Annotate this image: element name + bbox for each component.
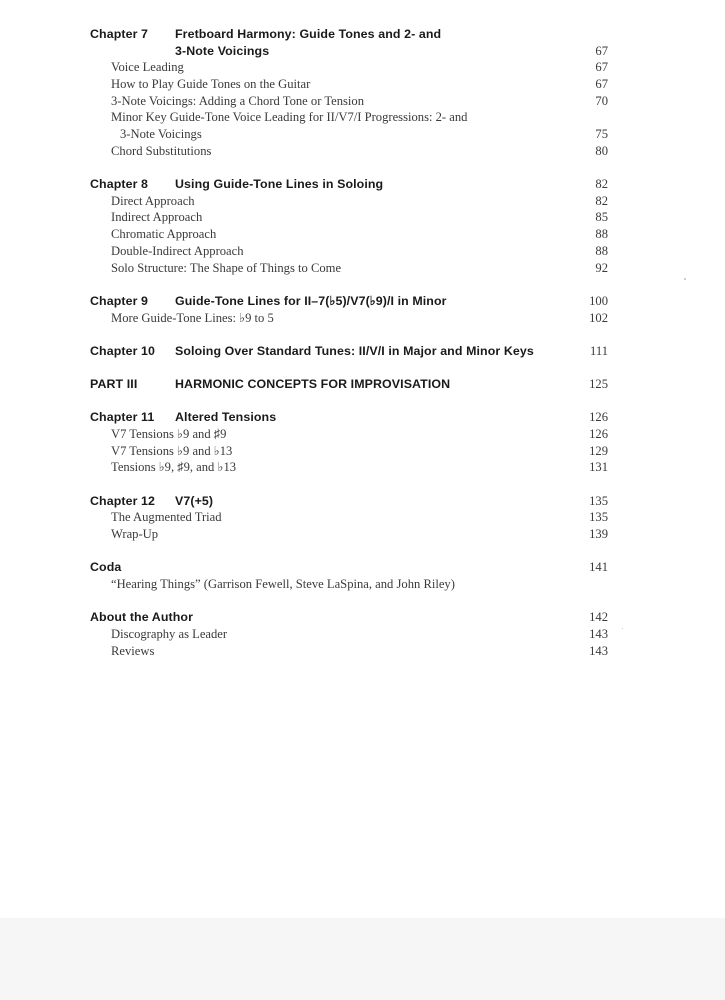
coda-heading (90, 559, 608, 576)
chapter-label: Chapter 10 (90, 343, 156, 358)
toc-entry (90, 209, 608, 226)
page-number: 67 (595, 77, 608, 92)
page-number: 142 (589, 610, 608, 625)
page-number: 126 (589, 410, 608, 425)
toc-entry (90, 443, 608, 460)
part-label: PART III (90, 377, 138, 392)
entry-title: The Augmented Triad (111, 510, 222, 525)
page-number: 82 (595, 193, 608, 208)
chapter-title: Soloing Over Standard Tunes: II/V/I in Major and Minor Keys (175, 343, 534, 358)
page-number: 135 (589, 493, 608, 508)
toc-entry (90, 426, 608, 443)
page-number: 126 (589, 427, 608, 442)
entry-title: Double-Indirect Approach (111, 243, 244, 258)
entry-title: V7 Tensions ♭9 and ♯9 (111, 427, 227, 442)
part-title: HARMONIC CONCEPTS FOR IMPROVISATION (175, 377, 451, 392)
page-number: 67 (595, 60, 608, 75)
chapter-label: Chapter 12 (90, 493, 156, 508)
page-number: 135 (589, 510, 608, 525)
paper-speck (684, 278, 686, 280)
chapter-10-heading (90, 343, 608, 360)
toc-entry (90, 109, 608, 126)
toc-entry (90, 76, 608, 93)
toc-entry (90, 459, 608, 476)
page-number: 139 (589, 527, 608, 542)
page-number: 143 (589, 627, 608, 641)
chapter-title: Altered Tensions (175, 410, 277, 425)
entry-title: Minor Key Guide-Tone Voice Leading for II/V7/I Progressions: 2- and (111, 110, 468, 125)
chapter-7-heading (90, 26, 608, 43)
entry-title: Voice Leading (111, 60, 184, 75)
toc-entry (90, 310, 608, 327)
page-number: 82 (595, 177, 608, 192)
chapter-8-heading (90, 176, 608, 193)
page-number: 129 (589, 443, 608, 458)
entry-title: How to Play Guide Tones on the Guitar (111, 77, 311, 92)
chapter-title: Guide-Tone Lines for II–7(♭5)/V7(♭9)/I in Minor (175, 293, 447, 308)
entry-title: Chord Substitutions (111, 143, 212, 158)
entry-title: Direct Approach (111, 193, 195, 208)
toc-entry (90, 143, 608, 160)
entry-title: Discography as Leader (111, 627, 228, 641)
page-number: 141 (589, 560, 608, 575)
page-number: 88 (595, 227, 608, 242)
chapter-label: Chapter 9 (90, 293, 149, 308)
chapter-title: V7(+5) (175, 493, 214, 508)
toc-entry-continued (90, 126, 608, 143)
toc-entry (90, 193, 608, 210)
entry-title: Wrap-Up (111, 527, 159, 542)
page-number: 102 (589, 310, 608, 325)
table-of-contents (90, 26, 608, 659)
entry-title: Indirect Approach (111, 210, 203, 225)
toc-entry (90, 93, 608, 110)
toc-entry (90, 243, 608, 260)
toc-entry (90, 643, 608, 660)
chapter-title: Fretboard Harmony: Guide Tones and 2- and (175, 27, 442, 41)
page-number: 125 (589, 377, 608, 392)
toc-entry (90, 576, 608, 593)
entry-title: “Hearing Things” (Garrison Fewell, Steve LaSpina, and John Riley) (111, 577, 455, 592)
section-title: About the Author (90, 610, 193, 625)
entry-title: Reviews (111, 643, 155, 658)
page-number: 111 (590, 343, 608, 358)
page-number: 70 (595, 93, 608, 108)
chapter-label: Chapter 11 (90, 410, 155, 425)
page-number: 75 (595, 127, 608, 142)
about-author-heading (90, 609, 608, 626)
toc-entry (90, 509, 608, 526)
paper-speck (622, 628, 623, 629)
page-number: 67 (595, 43, 608, 58)
toc-entry (90, 626, 608, 643)
entry-title: V7 Tensions ♭9 and ♭13 (111, 443, 233, 458)
chapter-label: Chapter 8 (90, 177, 149, 192)
chapter-title: Using Guide-Tone Lines in Soloing (175, 177, 384, 192)
entry-title: Chromatic Approach (111, 227, 217, 242)
chapter-title: 3-Note Voicings (175, 43, 270, 58)
page-number: 143 (589, 643, 608, 658)
page-number: 100 (589, 293, 608, 308)
entry-title: Tensions ♭9, ♯9, and ♭13 (111, 460, 237, 475)
page-number: 88 (595, 243, 608, 258)
entry-title: 3-Note Voicings: Adding a Chord Tone or Tension (111, 93, 365, 108)
entry-title: More Guide-Tone Lines: ♭9 to 5 (111, 310, 274, 325)
page-number: 85 (595, 210, 608, 225)
toc-entry (90, 260, 608, 277)
toc-entry (90, 526, 608, 543)
toc-entry (90, 59, 608, 76)
chapter-label: Chapter 7 (90, 27, 149, 41)
part-3-heading (90, 376, 608, 393)
toc-entry (90, 226, 608, 243)
chapter-9-heading (90, 293, 608, 310)
page-bottom-margin (0, 918, 725, 1000)
entry-title: 3-Note Voicings (120, 127, 202, 142)
section-label: Coda (90, 560, 122, 575)
page-number: 131 (589, 460, 608, 475)
page-number: 80 (595, 143, 608, 158)
chapter-11-heading (90, 409, 608, 426)
chapter-7-heading-continued (90, 43, 608, 60)
page-number: 92 (595, 260, 608, 275)
chapter-12-heading (90, 493, 608, 510)
entry-title: Solo Structure: The Shape of Things to Come (111, 260, 342, 275)
